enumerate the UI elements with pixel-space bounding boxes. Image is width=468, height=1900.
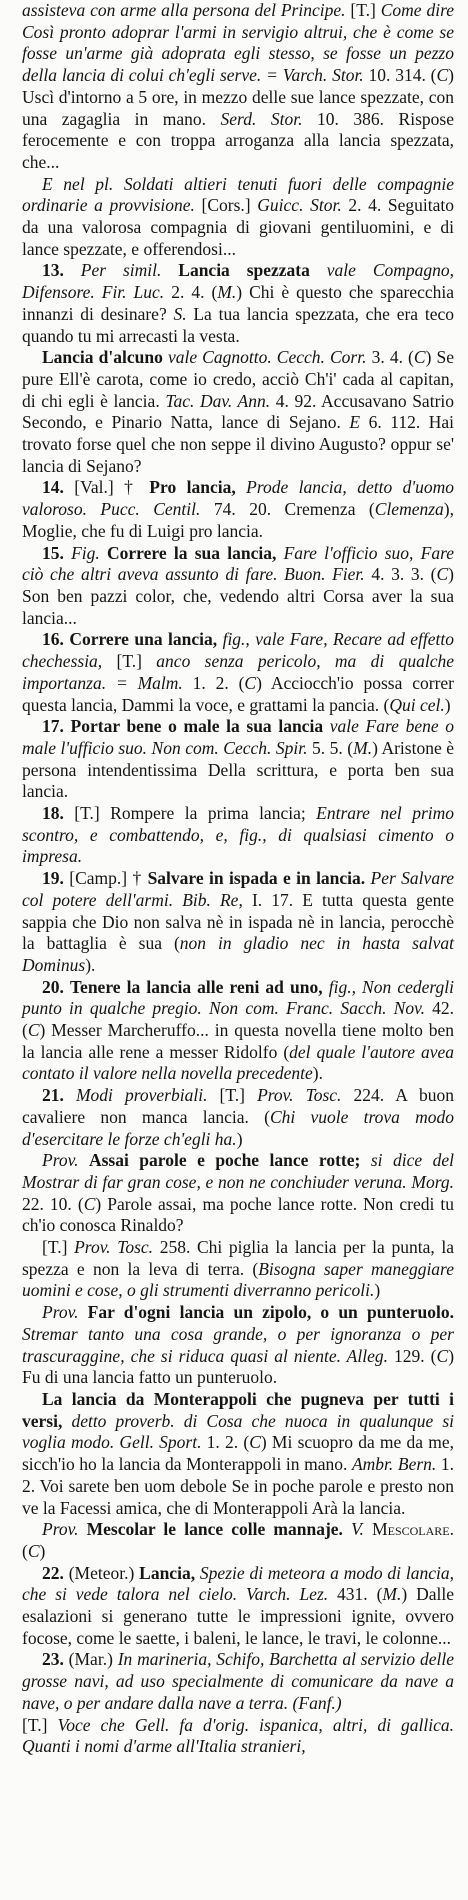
sense-number: 14. — [42, 477, 64, 498]
italic-text: C — [436, 564, 449, 585]
italic-text: C — [83, 1193, 96, 1214]
italic-text: Fig. — [71, 542, 100, 563]
entry-paragraph — [22, 1715, 454, 1758]
lemma-phrase: Mescolar le lance colle mannaje. — [86, 1519, 343, 1540]
text-run — [78, 1519, 86, 1539]
entry-paragraph — [22, 629, 454, 716]
sense-number: 13. — [42, 260, 64, 281]
italic-text: S. — [173, 303, 187, 324]
italic-text: anco senza pericolo, ma di qualche importanza. = Malm. — [22, 651, 455, 693]
lemma-phrase: Tenere la lancia alle reni ad uno, — [69, 976, 323, 997]
italic-text: assisteva con arme alla persona del Principe. — [22, 0, 346, 20]
entry-paragraph — [22, 1085, 454, 1150]
text-run — [364, 1519, 372, 1539]
italic-text: Tac. Dav. Ann. — [165, 390, 271, 411]
italic-text: M. — [353, 737, 373, 758]
italic-text: fig., vale Fare, Recare ad effetto chechessia, — [22, 629, 455, 672]
text-run: ) Mi scuopro da me da me, sicch'io ho la lancia da Monterappoli in mano. — [22, 1432, 455, 1475]
italic-text: Modi proverbiali. — [75, 1085, 208, 1106]
text-run: [T.] — [22, 1714, 58, 1735]
text-run: ), Moglie, che fu di Luigi pro lancia. — [22, 499, 454, 541]
text-run: ) Aristone è persona intendentissima Della scrittura, e porta ben sua lancia. — [22, 737, 455, 802]
text-run: ) — [444, 694, 451, 715]
italic-text: non in gladio nec in hasta salvat Dominus — [22, 933, 454, 975]
italic-text: M. — [382, 1584, 402, 1605]
italic-text: Ambr. Bern. — [351, 1454, 437, 1475]
text-run: 129. ( — [388, 1345, 437, 1366]
text-run: ) Parole assai, ma poche lance rotte. Non credi tu ch'io conosca Rinaldo? — [22, 1193, 454, 1236]
italic-text: Chi vuole trova modo d'esercitare le forze ch'egli ha. — [22, 1106, 455, 1149]
italic-text: Clemenza — [374, 499, 444, 520]
lemma-phrase: Lancia, — [139, 1562, 196, 1583]
lemma-phrase: Assai parole e poche lance rotte; — [88, 1150, 361, 1171]
text-run: 431. ( — [328, 1584, 383, 1605]
italic-text: Prov. Tosc. — [74, 1237, 154, 1258]
entry-paragraph — [22, 543, 454, 630]
text-run — [310, 260, 327, 280]
entry-paragraph — [22, 174, 454, 261]
text-run — [360, 1150, 370, 1170]
entry-paragraph — [22, 1237, 454, 1302]
italic-text: vale Compagno, Difensore. Fir. Luc. — [22, 260, 455, 303]
italic-text: Prode lancia, detto d'uomo valoroso. Pucc. Centil. — [22, 477, 455, 520]
italic-text: C — [436, 65, 449, 86]
text-run — [323, 716, 330, 736]
sense-number: 20. — [42, 976, 64, 997]
text-run: ). — [312, 1063, 323, 1084]
italic-text: C — [27, 1020, 40, 1041]
text-run: 6. 112. Hai trovato forse quel che non seppe il divino Augusto? oppur se' lancia di Sejano? — [22, 412, 454, 476]
italic-text: C — [244, 672, 257, 693]
text-run: . ( — [22, 1519, 455, 1561]
entry-paragraph — [22, 260, 454, 347]
text-run — [236, 477, 246, 497]
sense-number: 15. — [42, 542, 64, 563]
text-run: 3. 4. ( — [366, 347, 414, 368]
text-run: (Mar.) — [63, 1649, 118, 1670]
text-run: 1. 2. ( — [201, 1432, 250, 1453]
italic-text: E — [349, 412, 361, 433]
entry-paragraph — [22, 477, 454, 542]
italic-text: Qui cel. — [389, 694, 445, 715]
text-run: 10. 386. Rispose ferocemente e con troppa arroganza alla lancia spezzata, che... — [22, 108, 454, 172]
lemma-phrase: Correre una lancia, — [69, 629, 218, 650]
text-run: ) Se pure Ell'è carota, come io credo, acciò Ch'i' cada al capitan, di chi egli è lancia. — [22, 347, 455, 411]
text-run: 2. 4. Seguitato da una valorosa compagnia di giovani gentiluomini, e di lance spezzate, e offerendosi... — [22, 195, 454, 259]
text-run: I. 17. E tutta questa gente sappia che Dio non salva nè in ispada nè in lancia, perocchè la battaglia è sua ( — [22, 889, 454, 954]
entry-paragraph — [22, 716, 454, 803]
italic-text: fig., Non cedergli punto in qualche pregio. Non com. Franc. Sacch. Nov. — [22, 976, 455, 1019]
italic-text: Come dire Così pronto adoprar l'armi in servigio altrui, che è come se fosse un'arme già adoprata egli stesso, se fosse un pezzo della lancia di colui ch'egli serve. = Varch. Stor. — [22, 0, 454, 86]
text-run: ) — [374, 1280, 381, 1301]
text-run: 224. A buon cavaliere non manca lancia. ( — [22, 1085, 454, 1127]
text-run: ) Son ben pazzi color, che, vedendo altri Corsa aver la sua lancia... — [22, 564, 454, 628]
sense-number: 23. — [42, 1649, 64, 1670]
text-run: 258. Chi piglia la lancia per la punta, la spezza e non la leva di terra. ( — [22, 1237, 455, 1279]
italic-text: Guicc. Stor. — [257, 195, 342, 216]
text-run: ) Chi è questo che sparecchia innanzi di desinare? — [22, 282, 454, 324]
italic-text: Stremar tanto una cosa grande, o per ignoranza o per trascuraggine, che si riduca quasi al niente. Alleg. — [22, 1323, 454, 1366]
entry-paragraph — [22, 1302, 454, 1389]
italic-text: Serd. Stor. — [220, 108, 303, 129]
text-run: 2. 4. ( — [164, 282, 218, 303]
text-run: [T.] Rompere la prima lancia; — [63, 803, 317, 824]
text-run: ) Dalle esalazioni si generano tutte le impressioni ignite, ovvero focose, come le saette, i baleni, le lance, le travi, le colonne... — [22, 1584, 454, 1648]
entry-paragraph — [22, 977, 454, 1086]
text-run — [161, 260, 178, 280]
text-run — [64, 1085, 76, 1105]
italic-text: detto proverb. di Cosa che nuoca in qualunque si voglia modo. Gell. Sport. — [22, 1410, 455, 1453]
italic-text: Prov. — [42, 1519, 79, 1540]
sense-number: 22. — [42, 1562, 64, 1583]
lemma-phrase: Portar bene o male la sua lancia — [70, 716, 324, 737]
italic-text: Entrare nel primo scontro, e combattendo, e, fig., di qualsiasi cimento o impresa. — [22, 803, 455, 867]
lemma-phrase: Correre la sua lancia, — [107, 542, 277, 563]
italic-text: C — [436, 1345, 449, 1366]
text-run: 1. 2. ( — [182, 672, 245, 693]
sense-number: 18. — [42, 803, 64, 824]
text-run: [Cors.] — [194, 195, 258, 216]
italic-text: Prov. — [42, 1150, 79, 1171]
text-run: [T.] — [345, 0, 381, 20]
text-run: [T.] — [207, 1085, 258, 1106]
text-run — [78, 1150, 88, 1170]
italic-text: del quale l'autore avea contato il valore nella novella precedente — [22, 1041, 454, 1084]
entry-paragraph — [22, 868, 454, 977]
text-run — [78, 1302, 87, 1322]
italic-text: Per Salvare col potere dell'armi. Bib. Re, — [22, 868, 454, 910]
text-run: ) Acciocch'io possa correr questa lancia, Dammi la voce, e grattami la pancia. ( — [22, 672, 454, 715]
italic-text: Per simil. — [80, 260, 162, 281]
italic-text: C — [413, 347, 426, 368]
text-run — [64, 716, 71, 736]
text-run: (Meteor.) — [63, 1562, 140, 1583]
text-run: 42. ( — [22, 998, 455, 1041]
text-run: ) Fu di una lancia fatto un punteruolo. — [22, 1345, 455, 1388]
text-column — [22, 0, 454, 1758]
text-run: ) — [236, 1128, 243, 1149]
entry-paragraph — [22, 1519, 454, 1562]
text-run: [Camp.] † — [63, 868, 148, 889]
text-run: 4. 92. Accusavano Satrio Secondo, e Pinario Natta, lance di Sejano. — [22, 390, 455, 433]
italic-text: Voce che Gell. fa d'orig. ispanica, altri, di gallica. Quanti i nomi d'arme all'Italia stranieri, — [22, 1714, 455, 1757]
italic-text: E nel pl. Soldati altieri tenuti fuori delle compagnie ordinarie a provvisione. — [22, 173, 454, 216]
lemma-phrase: Lancia spezzata — [178, 260, 310, 281]
sense-number: 19. — [42, 868, 64, 889]
text-run: ). — [85, 954, 96, 975]
entry-paragraph — [22, 1563, 454, 1650]
italic-text: Prov. — [42, 1302, 79, 1323]
lemma-phrase: La lancia da Monterappoli che pugneva per tutti i versi, — [22, 1389, 454, 1431]
text-run — [64, 260, 81, 280]
italic-text: Spezie di meteora a modo di lancia, che si vede talora nel cielo. Varch. Lez. — [22, 1562, 454, 1605]
text-run: La tua lancia spezzata, che era teco quando tu mi arrecasti la vesta. — [22, 303, 454, 346]
entry-paragraph — [22, 1150, 454, 1237]
italic-text: vale Cagnotto. Cecch. Corr. — [167, 347, 367, 368]
text-run: 22. 10. ( — [22, 1193, 84, 1214]
text-run: [Val.] † — [63, 477, 150, 498]
text-run — [343, 1519, 351, 1539]
text-run: 4. 3. 3. ( — [364, 564, 437, 585]
lemma-phrase: Far d'ogni lancia un zipolo, o un punteruolo. — [87, 1302, 454, 1323]
italic-text: vale Fare bene o male l'ufficio suo. Non com. Cecch. Spir. — [22, 716, 455, 758]
entry-paragraph — [22, 347, 454, 477]
entry-paragraph — [22, 0, 454, 174]
text-run: [T.] — [102, 651, 157, 672]
lemma-phrase: Lancia d'alcuno — [42, 347, 163, 368]
text-run: ) — [39, 1540, 46, 1561]
text-run: 74. 20. Cremenza ( — [200, 499, 375, 520]
italic-text: si dice del Mostrar di far gran cose, e non ne conchiuder veruna. Morg. — [22, 1150, 454, 1192]
text-run: [T.] — [42, 1237, 75, 1258]
italic-text: In marineria, Schifo, Barchetta al servizio delle grosse navi, ad uso specialmente di comunicare da nave a nave, o per andare dalla nave a terra. (Fanf.) — [22, 1649, 454, 1713]
text-run: 1. 2. Voi sarete ben uom debole Se in poche parole e presto non ve la Facessi amica, che di Monterappoli Arà la lancia. — [22, 1454, 455, 1518]
text-run: 10. 314. ( — [363, 65, 437, 86]
italic-text: Fare l'officio suo, Fare ciò che altri aveva assunto di fare. Buon. Fier. — [22, 542, 454, 585]
small-caps-text: Mescolare — [372, 1519, 450, 1540]
lemma-phrase: Salvare in ispada e in lancia. — [147, 868, 366, 889]
sense-number: 16. — [42, 629, 64, 650]
entry-paragraph — [22, 803, 454, 868]
text-run: ) Uscì d'intorno a 5 ore, in mezzo delle sue lance spezzate, con una zagaglia in mano. — [22, 65, 454, 129]
text-run — [276, 543, 283, 563]
italic-text: C — [249, 1432, 261, 1453]
lemma-phrase: Pro lancia, — [149, 477, 236, 498]
sense-number: 21. — [42, 1085, 64, 1106]
italic-text: V. — [351, 1519, 364, 1540]
italic-text: Bisogna saper maneggiare uomini e cose, o gli strumenti diverranno pericoli. — [22, 1258, 454, 1301]
text-run: 5. 5. ( — [307, 737, 354, 758]
entry-paragraph — [22, 1389, 454, 1519]
italic-text: C — [27, 1540, 40, 1561]
italic-text: M. — [217, 282, 237, 303]
text-run — [100, 543, 107, 563]
text-run: ) Messer Marcheruffo... in questa novella tiene molto ben la lancia alle rene a messer Ridolfo ( — [22, 1020, 454, 1062]
entry-paragraph — [22, 1649, 454, 1714]
italic-text: Prov. Tosc. — [257, 1085, 342, 1106]
sense-number: 17. — [42, 716, 64, 737]
